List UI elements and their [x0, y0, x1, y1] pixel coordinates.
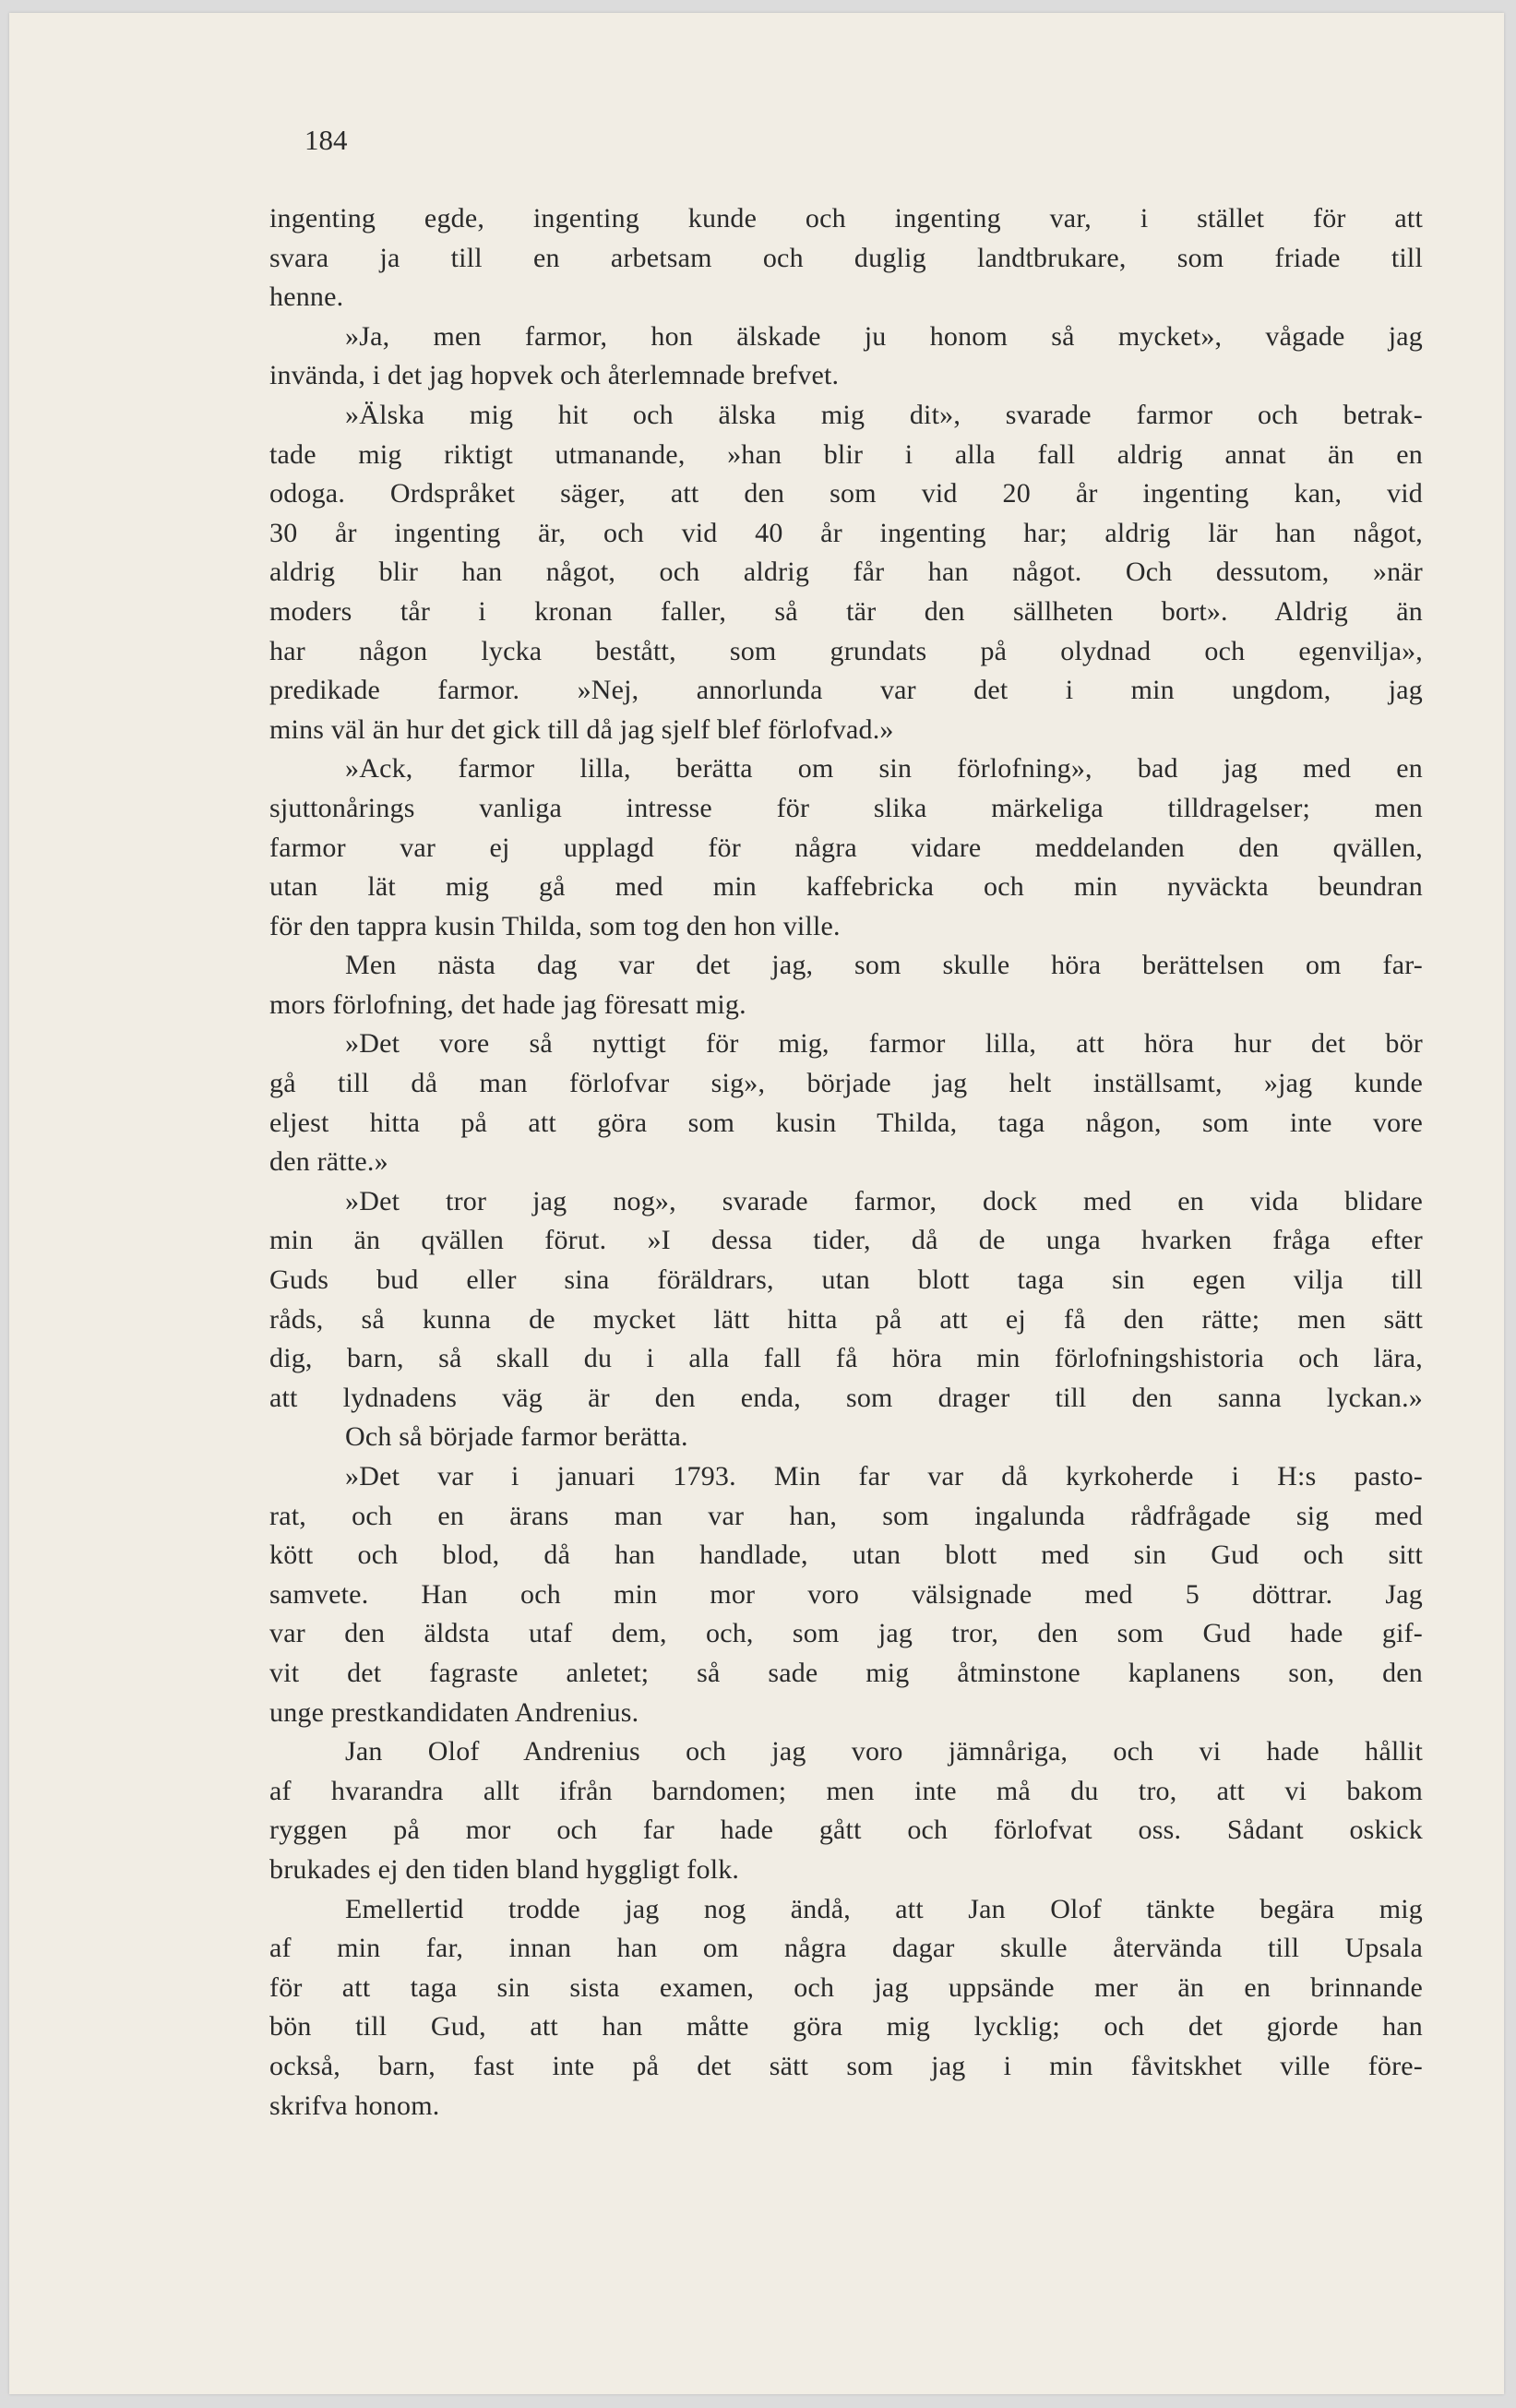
text-line: predikade farmor. »Nej, annorlunda var det i min ungdom, jag — [269, 675, 1423, 706]
text-line: henne. — [269, 282, 344, 313]
text-line: råds, så kunna de mycket lätt hitta på att ej få den rätte; men sätt — [269, 1303, 1423, 1335]
page-number: 184 — [304, 124, 348, 156]
text-line: ingenting egde, ingenting kunde och ingenting var, i stället för att — [269, 203, 1423, 234]
text-line: Guds bud eller sina föräldrars, utan blott taga sin egen vilja till — [269, 1264, 1423, 1296]
text-line: unge prestkandidaten Andrenius. — [269, 1696, 639, 1728]
text-line: tade mig riktigt utmanande, »han blir i alla fall aldrig annat än en — [269, 438, 1423, 470]
text-line: kött och blod, då han handlade, utan blott med sin Gud och sitt — [269, 1539, 1423, 1571]
text-line: gå till då man förlofvar sig», började jag helt inställsamt, »jag kunde — [269, 1068, 1423, 1099]
text-line: »Ja, men farmor, hon älskade ju honom så mycket», vågade jag — [345, 320, 1423, 352]
text-line: svara ja till en arbetsam och duglig landtbrukare, som friade till — [269, 242, 1423, 273]
text-line: Emellertid trodde jag nog ändå, att Jan Olof tänkte begära mig — [345, 1893, 1423, 1924]
body-text — [269, 199, 1423, 2126]
text-line: odoga. Ordspråket säger, att den som vid 20 år ingenting kan, vid — [269, 478, 1423, 509]
text-line: har någon lycka bestått, som grundats på olydnad och egenvilja», — [269, 635, 1423, 666]
text-line: »Det tror jag nog», svarade farmor, dock med en vida blidare — [345, 1185, 1423, 1216]
text-line: aldrig blir han något, och aldrig får han något. Och dessutom, »när — [269, 557, 1423, 588]
text-line: också, barn, fast inte på det sätt som jag i min fåvitskhet ville före- — [269, 2050, 1423, 2081]
text-line: af hvarandra allt ifrån barndomen; men inte må du tro, att vi bakom — [269, 1775, 1423, 1806]
text-line: dig, barn, så skall du i alla fall få höra min förlofningshistoria och lära, — [269, 1343, 1423, 1374]
text-line: var den äldsta utaf dem, och, som jag tror, den som Gud hade gif- — [269, 1618, 1423, 1649]
text-line: vit det fagraste anletet; så sade mig åtminstone kaplanens son, den — [269, 1657, 1423, 1688]
book-page — [9, 13, 1504, 2394]
text-line: utan lät mig gå med min kaffebricka och min nyväckta beundran — [269, 871, 1423, 903]
text-line: »Ack, farmor lilla, berätta om sin förlofning», bad jag med en — [345, 753, 1423, 785]
text-line: att lydnadens väg är den enda, som drager till den sanna lyckan.» — [269, 1382, 1423, 1413]
text-line: samvete. Han och min mor voro välsignade med 5 döttrar. Jag — [269, 1578, 1423, 1610]
text-line: 30 år ingenting är, och vid 40 år ingenting har; aldrig lär han något, — [269, 517, 1423, 548]
text-line: för den tappra kusin Thilda, som tog den hon ville. — [269, 910, 841, 941]
text-line: invända, i det jag hopvek och återlemnade brefvet. — [269, 360, 840, 391]
text-line: af min far, innan han om några dagar skulle återvända till Upsala — [269, 1933, 1423, 1964]
text-line: farmor var ej upplagd för några vidare meddelanden den qvällen, — [269, 832, 1423, 863]
text-line: Jan Olof Andrenius och jag voro jämnåriga, och vi hade hållit — [345, 1736, 1423, 1767]
text-line: Och så började farmor berätta. — [345, 1421, 688, 1453]
text-line: rat, och en ärans man var han, som ingalunda rådfrågade sig med — [269, 1500, 1423, 1531]
text-line: »Det vore så nyttigt för mig, farmor lilla, att höra hur det bör — [345, 1028, 1423, 1060]
text-line: eljest hitta på att göra som kusin Thilda, taga någon, som inte vore — [269, 1107, 1423, 1138]
text-line: brukades ej den tiden bland hyggligt folk. — [269, 1853, 740, 1885]
text-line: för att taga sin sista examen, och jag uppsände mer än en brinnande — [269, 1971, 1423, 2003]
text-line: Men nästa dag var det jag, som skulle höra berättelsen om far- — [345, 950, 1423, 981]
text-line: ryggen på mor och far hade gått och förlofvat oss. Sådant oskick — [269, 1815, 1423, 1846]
text-line: den rätte.» — [269, 1146, 388, 1178]
text-line: mors förlofning, det hade jag föresatt mig. — [269, 988, 746, 1020]
text-line: »Älska mig hit och älska mig dit», svarade farmor och betrak- — [345, 399, 1423, 430]
text-line: min än qvällen förut. »I dessa tider, då de unga hvarken fråga efter — [269, 1225, 1423, 1256]
text-line: bön till Gud, att han måtte göra mig lycklig; och det gjorde han — [269, 2011, 1423, 2043]
text-line: moders tår i kronan faller, så tär den sällheten bort». Aldrig än — [269, 595, 1423, 627]
text-line: mins väl än hur det gick till då jag sjelf blef förlofvad.» — [269, 713, 894, 745]
text-line: »Det var i januari 1793. Min far var då kyrkoherde i H:s pasto- — [345, 1461, 1423, 1492]
text-line: skrifva honom. — [269, 2090, 440, 2121]
text-line: sjuttonårings vanliga intresse för slika märkeliga tilldragelser; men — [269, 792, 1423, 823]
